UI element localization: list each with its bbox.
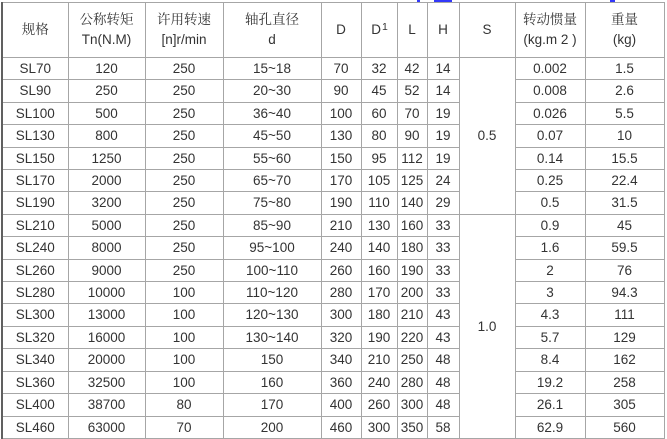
cell-inertia: 0.5	[515, 192, 585, 214]
header-row	[2, 3, 664, 58]
cell-H: 19	[427, 147, 459, 169]
cell-spec: SL240	[2, 237, 68, 259]
cell-bore: 45~50	[223, 125, 321, 147]
cell-spec: SL170	[2, 170, 68, 192]
cell-torque: 5000	[68, 214, 145, 236]
cell-D: 460	[321, 416, 361, 438]
table-row	[2, 58, 664, 80]
cell-speed: 100	[145, 326, 223, 348]
cell-bore: 15~18	[223, 58, 321, 80]
cell-bore: 160	[223, 371, 321, 393]
cell-L: 112	[397, 147, 427, 169]
col-header-D1	[361, 3, 397, 58]
cell-S-merged: 0.5	[459, 58, 515, 215]
cell-bore: 170	[223, 394, 321, 416]
cell-D: 70	[321, 58, 361, 80]
cell-spec: SL210	[2, 214, 68, 236]
cell-H: 48	[427, 371, 459, 393]
cell-H: 24	[427, 170, 459, 192]
col-header-bore	[223, 3, 321, 58]
col-header-label: 重量	[611, 12, 638, 27]
cell-bore: 200	[223, 416, 321, 438]
cell-weight: 5.5	[585, 102, 664, 124]
cell-torque: 500	[68, 102, 145, 124]
cell-D: 170	[321, 170, 361, 192]
col-header-inertia	[515, 3, 585, 58]
cell-D: 260	[321, 259, 361, 281]
cell-speed: 250	[145, 58, 223, 80]
col-header-label: 轴孔直径	[245, 12, 299, 27]
cell-spec: SL280	[2, 282, 68, 304]
cell-bore: 120~130	[223, 304, 321, 326]
cell-D1: 300	[361, 416, 397, 438]
cell-L: 70	[397, 102, 427, 124]
cell-spec: SL260	[2, 259, 68, 281]
table-row	[2, 416, 664, 438]
cell-spec: SL400	[2, 394, 68, 416]
cell-L: 210	[397, 304, 427, 326]
cell-bore: 110~120	[223, 282, 321, 304]
cell-bore: 20~30	[223, 80, 321, 102]
cell-L: 140	[397, 192, 427, 214]
cell-H: 33	[427, 282, 459, 304]
col-header-label: S	[482, 22, 492, 37]
cell-torque: 8000	[68, 237, 145, 259]
cell-weight: 162	[585, 349, 664, 371]
cell-L: 250	[397, 349, 427, 371]
col-header-label: H	[438, 22, 448, 37]
table-row	[2, 259, 664, 281]
cell-D: 280	[321, 282, 361, 304]
cell-weight: 258	[585, 371, 664, 393]
table-row	[2, 102, 664, 124]
cell-spec: SL190	[2, 192, 68, 214]
cell-weight: 305	[585, 394, 664, 416]
cell-inertia: 0.25	[515, 170, 585, 192]
cell-L: 180	[397, 237, 427, 259]
table-row	[2, 125, 664, 147]
cell-spec: SL460	[2, 416, 68, 438]
cell-bore: 100~110	[223, 259, 321, 281]
cell-L: 190	[397, 259, 427, 281]
table-row	[2, 170, 664, 192]
cell-H: 19	[427, 102, 459, 124]
cell-torque: 10000	[68, 282, 145, 304]
cell-weight: 129	[585, 326, 664, 348]
cell-D: 400	[321, 394, 361, 416]
cell-speed: 250	[145, 237, 223, 259]
cell-weight: 1.5	[585, 58, 664, 80]
cell-weight: 94.3	[585, 282, 664, 304]
cell-bore: 95~100	[223, 237, 321, 259]
cell-weight: 76	[585, 259, 664, 281]
cell-D: 300	[321, 304, 361, 326]
table-row	[2, 282, 664, 304]
cell-speed: 70	[145, 416, 223, 438]
cell-speed: 100	[145, 349, 223, 371]
coupling-spec-table	[1, 2, 665, 439]
col-header-label: D	[336, 22, 346, 37]
col-header-unit: [n]r/min	[161, 32, 207, 47]
cell-inertia: 8.4	[515, 349, 585, 371]
cell-inertia: 0.026	[515, 102, 585, 124]
cell-D1: 95	[361, 147, 397, 169]
cell-speed: 250	[145, 170, 223, 192]
col-header-H	[427, 3, 459, 58]
cell-weight: 45	[585, 214, 664, 236]
cell-weight: 59.5	[585, 237, 664, 259]
cell-D1: 170	[361, 282, 397, 304]
col-header-speed	[145, 3, 223, 58]
cell-D1: 140	[361, 237, 397, 259]
cell-speed: 100	[145, 282, 223, 304]
cell-weight: 15.5	[585, 147, 664, 169]
cell-bore: 75~80	[223, 192, 321, 214]
cell-torque: 13000	[68, 304, 145, 326]
cell-D1: 32	[361, 58, 397, 80]
cell-speed: 100	[145, 371, 223, 393]
cell-torque: 9000	[68, 259, 145, 281]
cell-D1: 60	[361, 102, 397, 124]
cell-weight: 31.5	[585, 192, 664, 214]
cell-spec: SL320	[2, 326, 68, 348]
cell-inertia: 62.9	[515, 416, 585, 438]
cell-torque: 63000	[68, 416, 145, 438]
cell-H: 43	[427, 304, 459, 326]
cell-H: 58	[427, 416, 459, 438]
cell-spec: SL360	[2, 371, 68, 393]
cell-H: 29	[427, 192, 459, 214]
cell-bore: 130~140	[223, 326, 321, 348]
cell-bore: 150	[223, 349, 321, 371]
cell-inertia: 0.002	[515, 58, 585, 80]
col-header-D	[321, 3, 361, 58]
cell-L: 42	[397, 58, 427, 80]
cell-H: 43	[427, 326, 459, 348]
table-row	[2, 147, 664, 169]
cell-inertia: 19.2	[515, 371, 585, 393]
cell-L: 300	[397, 394, 427, 416]
cell-D: 210	[321, 214, 361, 236]
cell-spec: SL340	[2, 349, 68, 371]
spec-table-container	[1, 2, 665, 439]
cell-H: 19	[427, 125, 459, 147]
cell-weight: 111	[585, 304, 664, 326]
cell-inertia: 3	[515, 282, 585, 304]
cell-D1: 190	[361, 326, 397, 348]
cell-bore: 55~60	[223, 147, 321, 169]
cell-H: 33	[427, 237, 459, 259]
col-header-unit: (kg.m 2 )	[523, 32, 577, 47]
cell-speed: 250	[145, 147, 223, 169]
cell-torque: 800	[68, 125, 145, 147]
cell-D1: 110	[361, 192, 397, 214]
cell-spec: SL130	[2, 125, 68, 147]
cell-inertia: 4.3	[515, 304, 585, 326]
table-row	[2, 326, 664, 348]
col-header-label: 许用转速	[157, 12, 211, 27]
cell-D1: 240	[361, 371, 397, 393]
table-row	[2, 192, 664, 214]
cell-spec: SL100	[2, 102, 68, 124]
table-row	[2, 394, 664, 416]
cell-D1: 130	[361, 214, 397, 236]
col-header-label: 规格	[21, 22, 49, 37]
cell-D1: 80	[361, 125, 397, 147]
cell-speed: 100	[145, 304, 223, 326]
cell-torque: 1250	[68, 147, 145, 169]
col-header-spec	[2, 3, 68, 58]
cell-torque: 20000	[68, 349, 145, 371]
cell-H: 14	[427, 80, 459, 102]
cell-L: 125	[397, 170, 427, 192]
cell-inertia: 2	[515, 259, 585, 281]
cell-speed: 80	[145, 394, 223, 416]
superscript: 1	[381, 20, 388, 33]
cell-inertia: 5.7	[515, 326, 585, 348]
cell-D: 100	[321, 102, 361, 124]
cell-speed: 250	[145, 102, 223, 124]
cell-bore: 85~90	[223, 214, 321, 236]
cell-bore: 65~70	[223, 170, 321, 192]
cell-S-merged: 1.0	[459, 214, 515, 438]
cell-weight: 2.6	[585, 80, 664, 102]
cell-torque: 32500	[68, 371, 145, 393]
cell-L: 200	[397, 282, 427, 304]
cell-torque: 250	[68, 80, 145, 102]
cell-D1: 45	[361, 80, 397, 102]
cell-L: 52	[397, 80, 427, 102]
cell-weight: 10	[585, 125, 664, 147]
table-row	[2, 349, 664, 371]
cell-D: 340	[321, 349, 361, 371]
cell-speed: 250	[145, 80, 223, 102]
cell-D1: 260	[361, 394, 397, 416]
col-header-label: 转动惯量	[523, 12, 577, 27]
cell-L: 280	[397, 371, 427, 393]
cell-inertia: 0.9	[515, 214, 585, 236]
cell-inertia: 0.008	[515, 80, 585, 102]
cell-torque: 2000	[68, 170, 145, 192]
cell-speed: 250	[145, 125, 223, 147]
cell-D: 240	[321, 237, 361, 259]
cell-spec: SL90	[2, 80, 68, 102]
cell-weight: 22.4	[585, 170, 664, 192]
cell-D: 90	[321, 80, 361, 102]
cell-H: 48	[427, 394, 459, 416]
col-header-label: $D^1$	[371, 20, 388, 37]
table-body	[2, 58, 664, 439]
cell-L: 220	[397, 326, 427, 348]
cell-inertia: 0.07	[515, 125, 585, 147]
cell-D: 130	[321, 125, 361, 147]
cell-spec: SL70	[2, 58, 68, 80]
col-header-unit: Tn(N.M)	[81, 32, 132, 47]
cell-inertia: 26.1	[515, 394, 585, 416]
cell-H: 33	[427, 259, 459, 281]
cell-inertia: 0.14	[515, 147, 585, 169]
cell-H: 48	[427, 349, 459, 371]
table-row	[2, 214, 664, 236]
col-header-L	[397, 3, 427, 58]
cell-torque: 3200	[68, 192, 145, 214]
col-header-label: 公称转矩	[79, 12, 134, 27]
col-header-torque	[68, 3, 145, 58]
cell-torque: 16000	[68, 326, 145, 348]
cell-spec: SL150	[2, 147, 68, 169]
cell-D1: 210	[361, 349, 397, 371]
cell-D: 190	[321, 192, 361, 214]
table-row	[2, 304, 664, 326]
cell-D: 320	[321, 326, 361, 348]
cell-speed: 250	[145, 259, 223, 281]
table-row	[2, 371, 664, 393]
table-row	[2, 80, 664, 102]
cell-D: 360	[321, 371, 361, 393]
cell-L: 350	[397, 416, 427, 438]
cell-spec: SL300	[2, 304, 68, 326]
col-header-unit: d	[268, 32, 276, 47]
cell-bore: 36~40	[223, 102, 321, 124]
cell-D: 150	[321, 147, 361, 169]
col-header-label: L	[408, 22, 416, 37]
col-header-weight	[585, 3, 664, 58]
cell-D1: 105	[361, 170, 397, 192]
cell-D1: 180	[361, 304, 397, 326]
cell-D1: 160	[361, 259, 397, 281]
cell-H: 14	[427, 58, 459, 80]
cell-torque: 120	[68, 58, 145, 80]
cell-H: 33	[427, 214, 459, 236]
cell-torque: 38700	[68, 394, 145, 416]
cell-inertia: 1.6	[515, 237, 585, 259]
col-header-S	[459, 3, 515, 58]
cell-speed: 250	[145, 214, 223, 236]
cell-speed: 250	[145, 192, 223, 214]
table-row	[2, 237, 664, 259]
cell-weight: 560	[585, 416, 664, 438]
cell-L: 90	[397, 125, 427, 147]
cell-L: 160	[397, 214, 427, 236]
col-header-unit: (kg)	[612, 32, 637, 47]
